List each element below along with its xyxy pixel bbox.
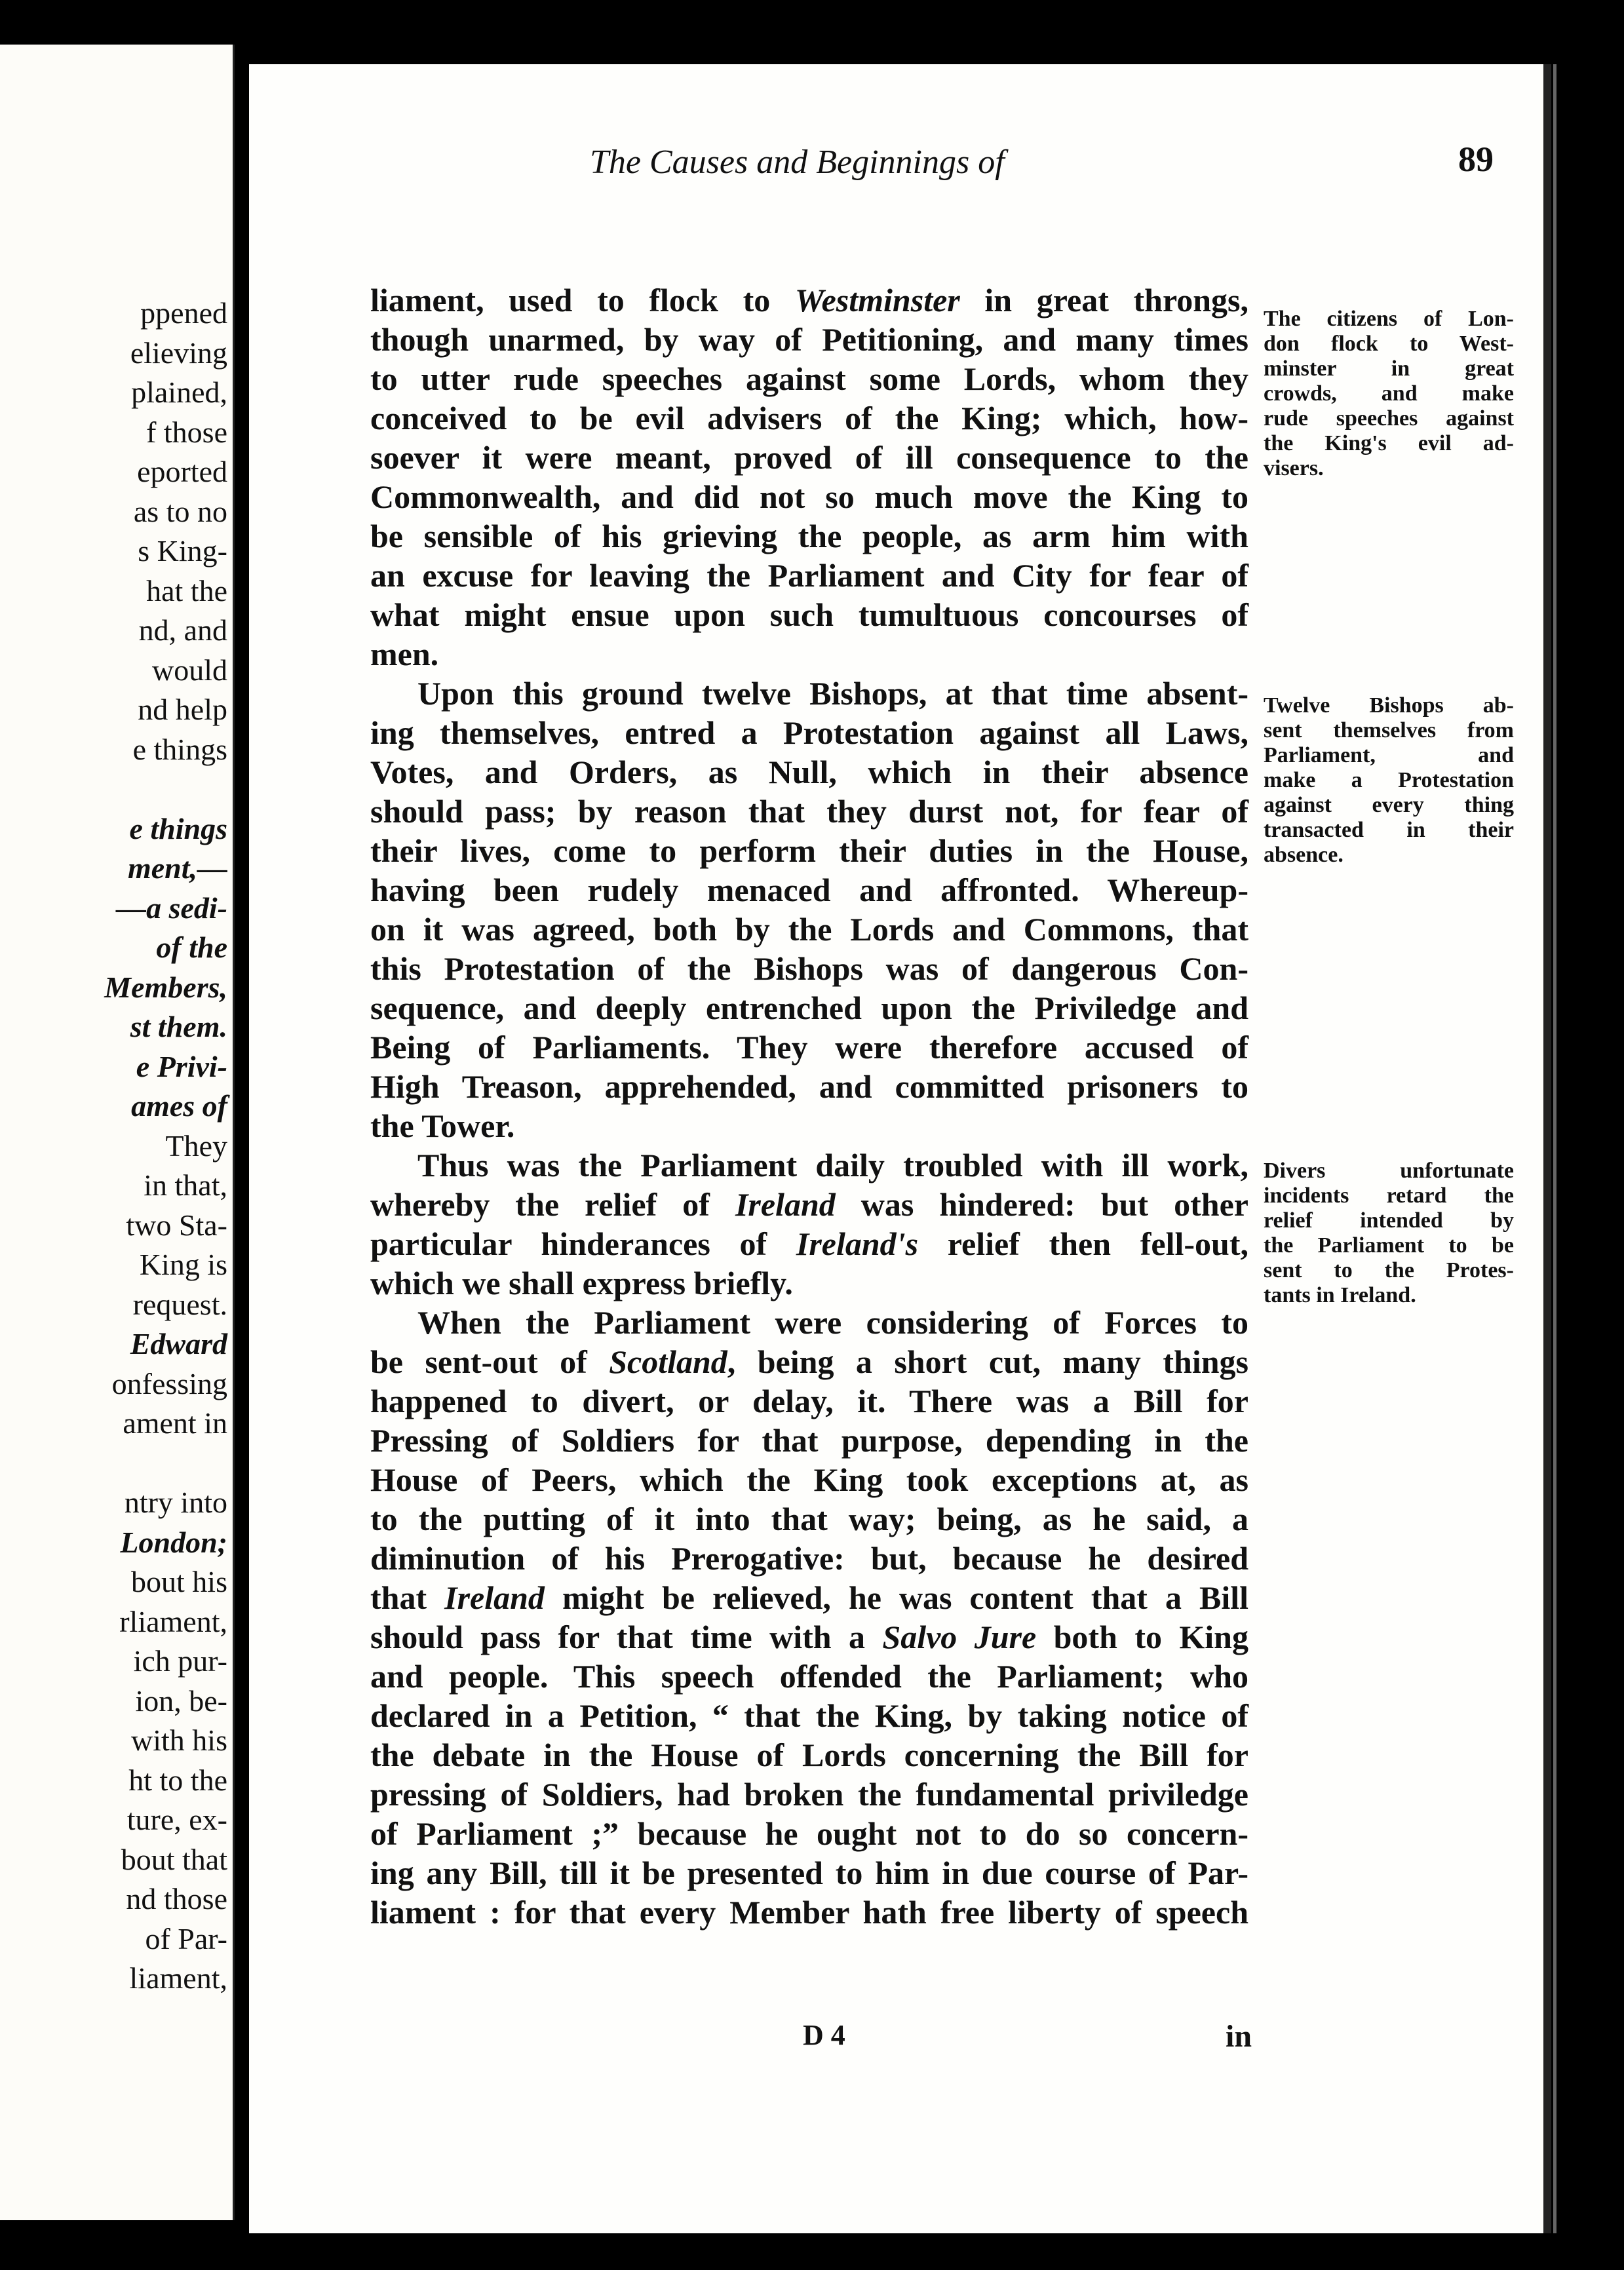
text-line: pressing of Soldiers, had broken the fundamental priviledge xyxy=(370,1776,1248,1813)
margin-note-line: Parliament, and xyxy=(1264,743,1514,767)
text-line: what might ensue upon such tumultuous concourses of xyxy=(370,596,1248,633)
text-line: men. xyxy=(370,636,439,672)
text-line: ing any Bill, till it be presented to him in due course of Par- xyxy=(370,1855,1248,1891)
text-line: and people. This speech offended the Parliament; who xyxy=(370,1658,1248,1695)
text-line: liament : for that every Member hath free liberty of speech xyxy=(370,1894,1248,1931)
text-line: liament, used to flock to Westminster in great throngs, xyxy=(370,282,1248,318)
text-line: this Protestation of the Bishops was of dangerous Con- xyxy=(370,950,1248,987)
text-line: High Treason, apprehended, and committed prisoners to xyxy=(370,1068,1248,1105)
facing-page-line: of the xyxy=(156,931,227,964)
text-line: be sent-out of Scotland, being a short cut, many things xyxy=(370,1343,1248,1380)
margin-note-line: Divers unfortunate xyxy=(1264,1159,1514,1183)
margin-note-line: against every thing xyxy=(1264,793,1514,817)
margin-note-line: absence. xyxy=(1264,843,1344,867)
facing-page-line: elieving xyxy=(130,336,227,370)
text-line: conceived to be evil advisers of the King; which, how- xyxy=(370,400,1248,436)
facing-page-line: of Par- xyxy=(145,1921,227,1955)
margin-note-line: Twelve Bishops ab- xyxy=(1264,693,1514,718)
facing-page-line: f those xyxy=(146,415,227,449)
text-line: the debate in the House of Lords concerning the Bill for xyxy=(370,1737,1248,1773)
facing-page-line: eported xyxy=(137,455,227,488)
text-line: declared in a Petition, “ that the King, by taking notice of xyxy=(370,1697,1248,1734)
text-line: which we shall express briefly. xyxy=(370,1265,793,1301)
text-line: When the Parliament were considering of Forces to xyxy=(417,1304,1248,1341)
facing-page-line: onfessing xyxy=(111,1366,227,1400)
margin-note-line: sent themselves from xyxy=(1264,718,1514,742)
facing-page-line: ment,— xyxy=(127,851,227,885)
facing-page-line: request. xyxy=(132,1287,227,1321)
text-line: Thus was the Parliament daily troubled with ill work, xyxy=(417,1147,1248,1183)
page-edge-shadow xyxy=(1553,64,1556,2233)
facing-page-line: King is xyxy=(139,1248,227,1281)
facing-page-line: would xyxy=(152,653,227,687)
text-line: their lives, come to perform their duties in the House, xyxy=(370,832,1248,869)
catchword: in xyxy=(1226,2019,1252,2054)
page-edge xyxy=(1543,64,1551,2233)
facing-page-line: e things xyxy=(132,732,227,766)
text-line: should pass for that time with a Salvo Jure both to King xyxy=(370,1619,1248,1655)
facing-page-line: They xyxy=(165,1128,227,1163)
margin-note-line: relief intended by xyxy=(1264,1208,1514,1233)
margin-note-line: transacted in their xyxy=(1264,818,1514,842)
main-text-block xyxy=(370,280,1248,1932)
facing-page-line: London; xyxy=(120,1525,227,1559)
text-line: though unarmed, by way of Petitioning, and many times xyxy=(370,321,1248,358)
facing-page-line: hat the xyxy=(146,573,227,607)
text-line: the Tower. xyxy=(370,1107,515,1144)
facing-page-line: ich pur- xyxy=(133,1644,227,1678)
text-line: be sensible of his grieving the people, as arm him with xyxy=(370,518,1248,554)
text-line: diminution of his Prerogative: but, because he desired xyxy=(370,1540,1248,1577)
facing-page-line: in that, xyxy=(144,1168,227,1202)
page-number: 89 xyxy=(1458,140,1494,179)
margin-note-line: rude speeches against xyxy=(1264,406,1514,431)
facing-page-line: st them. xyxy=(130,1010,227,1043)
text-line: particular hinderances of Ireland's relief then fell-out, xyxy=(370,1225,1248,1262)
facing-page-line: ppened xyxy=(140,296,227,330)
facing-page-line: liament, xyxy=(129,1961,227,1995)
text-line: Upon this ground twelve Bishops, at that time absent- xyxy=(417,675,1248,712)
facing-page-line: two Sta- xyxy=(126,1208,227,1242)
margin-note-line: visers. xyxy=(1264,456,1324,480)
margin-note-bishops xyxy=(1264,693,1514,868)
margin-note-line: the Parliament to be xyxy=(1264,1233,1514,1258)
text-line: Votes, and Orders, as Null, which in their absence xyxy=(370,754,1248,790)
margin-note-line: make a Protestation xyxy=(1264,768,1514,792)
margin-note-line: The citizens of Lon- xyxy=(1264,307,1514,331)
margin-note-line: incidents retard the xyxy=(1264,1183,1514,1208)
text-line: that Ireland might be relieved, he was content that a Bill xyxy=(370,1579,1248,1616)
facing-page-line: as to no xyxy=(133,494,227,528)
margin-note-line: the King's evil ad- xyxy=(1264,431,1514,455)
facing-page-line: s King- xyxy=(138,534,227,568)
margin-note-incidents xyxy=(1264,1159,1514,1308)
text-line: an excuse for leaving the Parliament and City for fear of xyxy=(370,557,1248,594)
text-line: whereby the relief of Ireland was hindered: but other xyxy=(370,1186,1248,1223)
facing-page-line: rliament, xyxy=(119,1604,227,1638)
margin-note-line: don flock to West- xyxy=(1264,332,1514,356)
text-line: ing themselves, entred a Protestation against all Laws, xyxy=(370,714,1248,751)
facing-page-line: Members, xyxy=(104,970,227,1004)
text-line: Being of Parliaments. They were therefore accused of xyxy=(370,1029,1248,1066)
text-line: sequence, and deeply entrenched upon the Priviledge and xyxy=(370,990,1248,1026)
facing-page-line: ames of xyxy=(131,1089,227,1123)
facing-page-line: nd help xyxy=(138,693,227,726)
facing-page-line: bout his xyxy=(131,1565,227,1598)
facing-page-line: e things xyxy=(129,811,227,845)
facing-page-line: ion, be- xyxy=(135,1683,227,1718)
text-line: to utter rude speeches against some Lords, whom they xyxy=(370,360,1248,397)
text-line: to the putting of it into that way; being, as he said, a xyxy=(370,1501,1248,1537)
text-line: having been rudely menaced and affronted. Whereup- xyxy=(370,872,1248,908)
margin-note-line: tants in Ireland. xyxy=(1264,1283,1416,1307)
margin-note-line: crowds, and make xyxy=(1264,381,1514,406)
facing-page-line: ture, ex- xyxy=(126,1803,227,1836)
facing-page-line: with his xyxy=(131,1723,227,1757)
text-line: should pass; by reason that they durst not, for fear of xyxy=(370,793,1248,830)
facing-page-line: nd those xyxy=(126,1882,227,1915)
facing-page-line: plained, xyxy=(131,375,227,409)
facing-page-line: bout that xyxy=(121,1842,227,1876)
text-line: Commonwealth, and did not so much move the King to xyxy=(370,478,1248,515)
facing-page-line: Edward xyxy=(130,1327,227,1360)
margin-note-line: minster in great xyxy=(1264,356,1514,381)
text-line: Pressing of Soldiers for that purpose, depending in the xyxy=(370,1422,1248,1459)
signature-mark: D 4 xyxy=(803,2019,845,2051)
facing-page-line: ht to the xyxy=(128,1763,227,1797)
text-line: of Parliament ;” because he ought not to do so concern- xyxy=(370,1815,1248,1852)
text-line: happened to divert, or delay, it. There was a Bill for xyxy=(370,1383,1248,1419)
margin-note-citizens xyxy=(1264,307,1514,481)
facing-page-fragment xyxy=(0,45,235,2220)
text-line: soever it were meant, proved of ill consequence to the xyxy=(370,439,1248,476)
facing-page-line: ament in xyxy=(123,1406,227,1440)
margin-note-line: sent to the Protes- xyxy=(1264,1258,1514,1282)
facing-page-line: e Privi- xyxy=(136,1049,227,1083)
facing-page-line: ntry into xyxy=(124,1486,227,1519)
text-line: on it was agreed, both by the Lords and Commons, that xyxy=(370,911,1248,948)
facing-page-line: —a sedi- xyxy=(116,891,227,925)
text-line: House of Peers, which the King took exceptions at, as xyxy=(370,1461,1248,1498)
running-title: The Causes and Beginnings of xyxy=(590,144,1005,181)
facing-page-line: nd, and xyxy=(138,613,227,647)
